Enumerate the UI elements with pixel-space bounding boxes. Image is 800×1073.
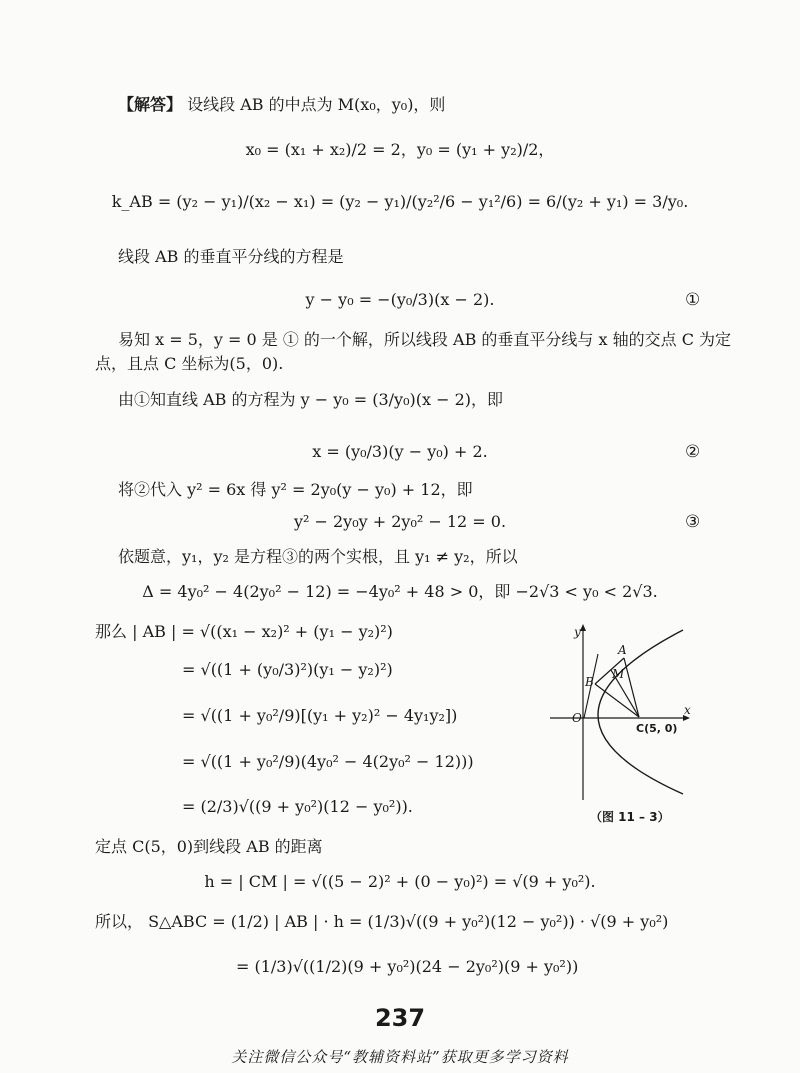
y-axis-arrow [580, 624, 586, 631]
equation-1-number: ① [685, 290, 701, 310]
ab-length-1: 那么 | AB | = √((x₁ − x₂)² + (y₁ − y₂)²) [95, 622, 393, 641]
page-number: 237 [374, 1004, 426, 1032]
equation-2: x = (y₀/3)(y − y₀) + 2. [312, 442, 488, 461]
answer-line [118, 95, 445, 115]
substitution-line: 将②代入 y² = 6x 得 y² = 2y₀(y − y₀) + 12，即 [118, 480, 473, 499]
parabola-curve [598, 630, 683, 794]
ab-length-3: = √((1 + y₀²/9)[(y₁ + y₂)² − 4y₁y₂]) [182, 706, 458, 725]
distance-intro: 定点 C(5，0)到线段 AB 的距离 [95, 837, 323, 856]
perp-bisector-intro: 线段 AB 的垂直平分线的方程是 [118, 247, 344, 266]
equation-3: y² − 2y₀y + 2y₀² − 12 = 0. [293, 512, 507, 531]
answer-intro: 设线段 AB 的中点为 M(x₀，y₀)，则 [182, 95, 446, 114]
fixed-point-line-2: 点，且点 C 坐标为(5，0). [95, 354, 284, 373]
footer-note: 关注微信公众号“教辅资料站”获取更多学习资料 [231, 1048, 569, 1066]
fixed-point-line-1: 易知 x = 5，y = 0 是 ① 的一个解，所以线段 AB 的垂直平分线与 x 轴的交点 C 为定 [118, 330, 732, 349]
equation-3-number: ③ [685, 512, 701, 532]
midpoint-equation: x₀ = (x₁ + x₂)/2 = 2，y₀ = (y₁ + y₂)/2， [245, 140, 555, 159]
parabola-figure [548, 622, 700, 802]
roots-line: 依题意，y₁，y₂ 是方程③的两个实根，且 y₁ ≠ y₂，所以 [118, 547, 518, 566]
ab-length-2: = √((1 + (y₀/3)²)(y₁ − y₂)²) [182, 660, 393, 679]
label-c: C(5, 0) [636, 722, 678, 735]
answer-heading: 【解答】 [118, 95, 183, 114]
label-x: x [684, 703, 691, 717]
label-o: O [572, 711, 582, 725]
label-b: B [585, 675, 594, 689]
area-line-2: = (1/3)√((1/2)(9 + y₀²)(24 − 2y₀²)(9 + y₀²)) [236, 957, 579, 976]
distance-equation: h = | CM | = √((5 − 2)² + (0 − y₀)²) = √(9 + y₀²). [204, 872, 596, 891]
label-y: y [574, 625, 581, 639]
area-line-1: 所以， S△ABC = (1/2) | AB | · h = (1/3)√((9 + y₀²)(12 − y₀²)) · √(9 + y₀²) [95, 912, 669, 931]
ab-length-4: = √((1 + y₀²/9)(4y₀² − 4(2y₀² − 12))) [182, 752, 474, 771]
slope-equation: k_AB = (y₂ − y₁)/(x₂ − x₁) = (y₂ − y₁)/(y₂²/6 − y₁²/6) = 6/(y₂ + y₁) = 3/y₀. [111, 192, 689, 211]
line-ab-intro: 由①知直线 AB 的方程为 y − y₀ = (3/y₀)(x − 2)，即 [118, 390, 503, 409]
ab-length-5: = (2/3)√((9 + y₀²)(12 − y₀²)). [182, 797, 413, 816]
label-m: M [612, 667, 625, 681]
discriminant-line: Δ = 4y₀² − 4(2y₀² − 12) = −4y₀² + 48 > 0，即 −2√3 < y₀ < 2√3. [142, 582, 658, 601]
equation-1: y − y₀ = −(y₀/3)(x − 2). [305, 290, 495, 309]
equation-2-number: ② [685, 442, 701, 462]
label-a: A [618, 643, 627, 657]
figure-caption: （图 11 – 3） [590, 810, 670, 824]
